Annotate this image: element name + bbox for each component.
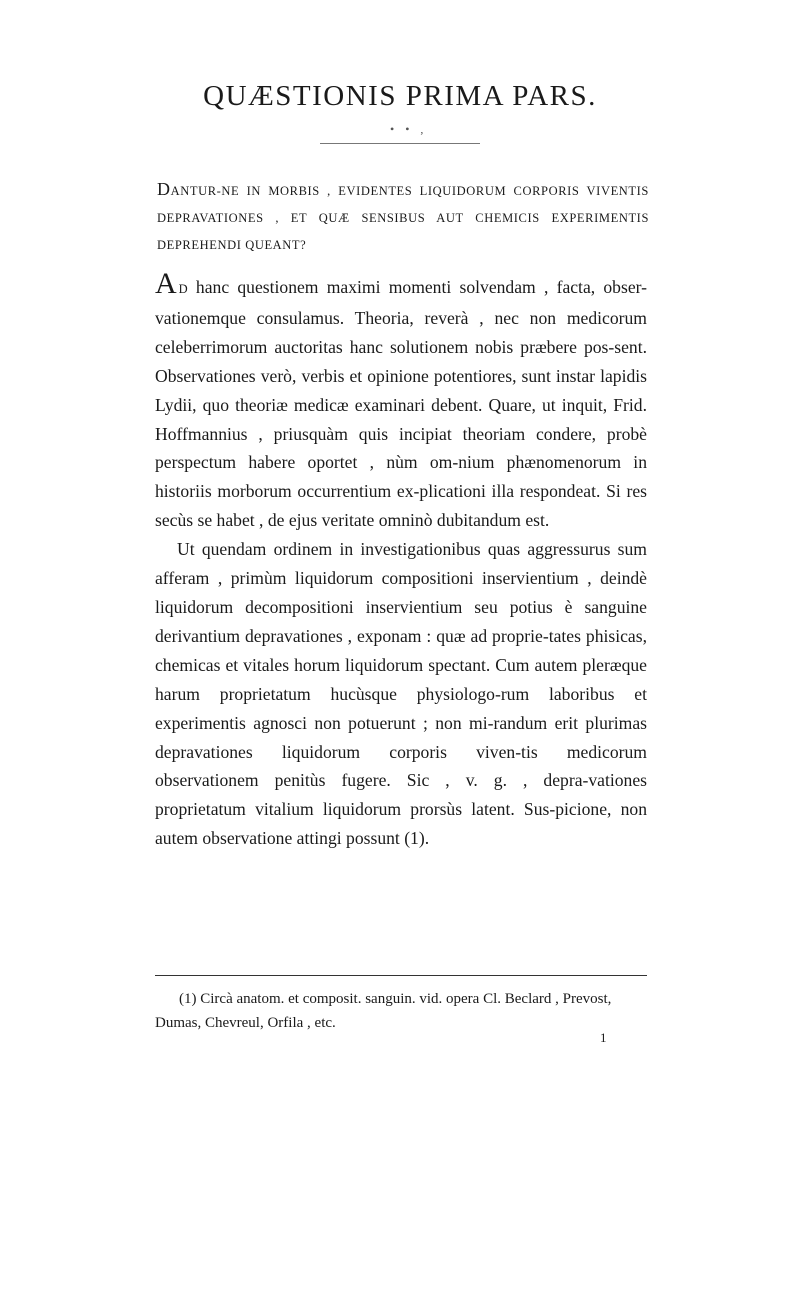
subtitle-text: ANTUR-NE IN MORBIS , EVIDENTES LIQUIDORUM CORPORIS VIVENTIS DEPRAVATIONES , ET QUÆ SENSIBUS AUT CHEMICIS EXPERIMENTIS DEPREHENDI QUEANT? xyxy=(157,184,649,252)
body-text xyxy=(155,267,647,853)
footnote-rule xyxy=(155,975,647,976)
paragraph-1 xyxy=(155,267,647,535)
ornament: • • , xyxy=(390,122,428,136)
paragraph-1-text: hanc questionem maximi momenti solvendam , facta, obser-vationemque consulamus. Theoria, reverà , nec non medicorum celeberrimorum auctoritas hanc solutionem nobis præbere pos-sent. Observationes verò, verbis et opinione potentiores, sunt instar lapidis Lydii, quo theoriæ medicæ examinari debent. Quare, ut inquit, Frid. Hoffmannius , priusquàm quis incipiat theoriam condere, probè perspectum habere oportet , nùm om-nium phænomenorum in historiis morborum occurrentium ex-plicationi illa respondeat. Si res secùs se habet , de ejus veritate omninò dubitandum est. xyxy=(155,277,647,531)
drop-cap-continuation: D xyxy=(178,282,188,296)
question-subtitle xyxy=(157,176,649,259)
drop-cap: A xyxy=(155,267,177,300)
decorative-rule xyxy=(320,143,480,144)
subtitle-initial: D xyxy=(157,179,171,199)
page-title: QUÆSTIONIS PRIMA PARS. xyxy=(203,80,597,112)
paragraph-2: Ut quendam ordinem in investigationibus quas aggressurus sum afferam , primùm liquidorum compositioni inservientium , deindè liquidorum decompositioni inservientium seu potius è sanguine derivantium depravationes , exponam : quæ ad proprie-tates phisicas, chemicas et vitales horum liquidorum spectant. Cum autem pleræque harum proprietatum hucùsque physiologo-rum laboribus et experimentis agnosci non potuerunt ; non mi-randum erit plurimas depravationes liquidorum corporis viven-tis medicorum observationem penitùs fugere. Sic , v. g. , depra-vationes proprietatum vitalium liquidorum prorsùs latent. Sus-picione, non autem observatione attingi possunt (1). xyxy=(155,539,647,849)
footnote: (1) Circà anatom. et composit. sanguin. vid. opera Cl. Beclard , Prevost, Dumas, Chevreul, Orfila , etc. xyxy=(155,991,612,1031)
signature-mark: 1 xyxy=(600,1030,607,1045)
